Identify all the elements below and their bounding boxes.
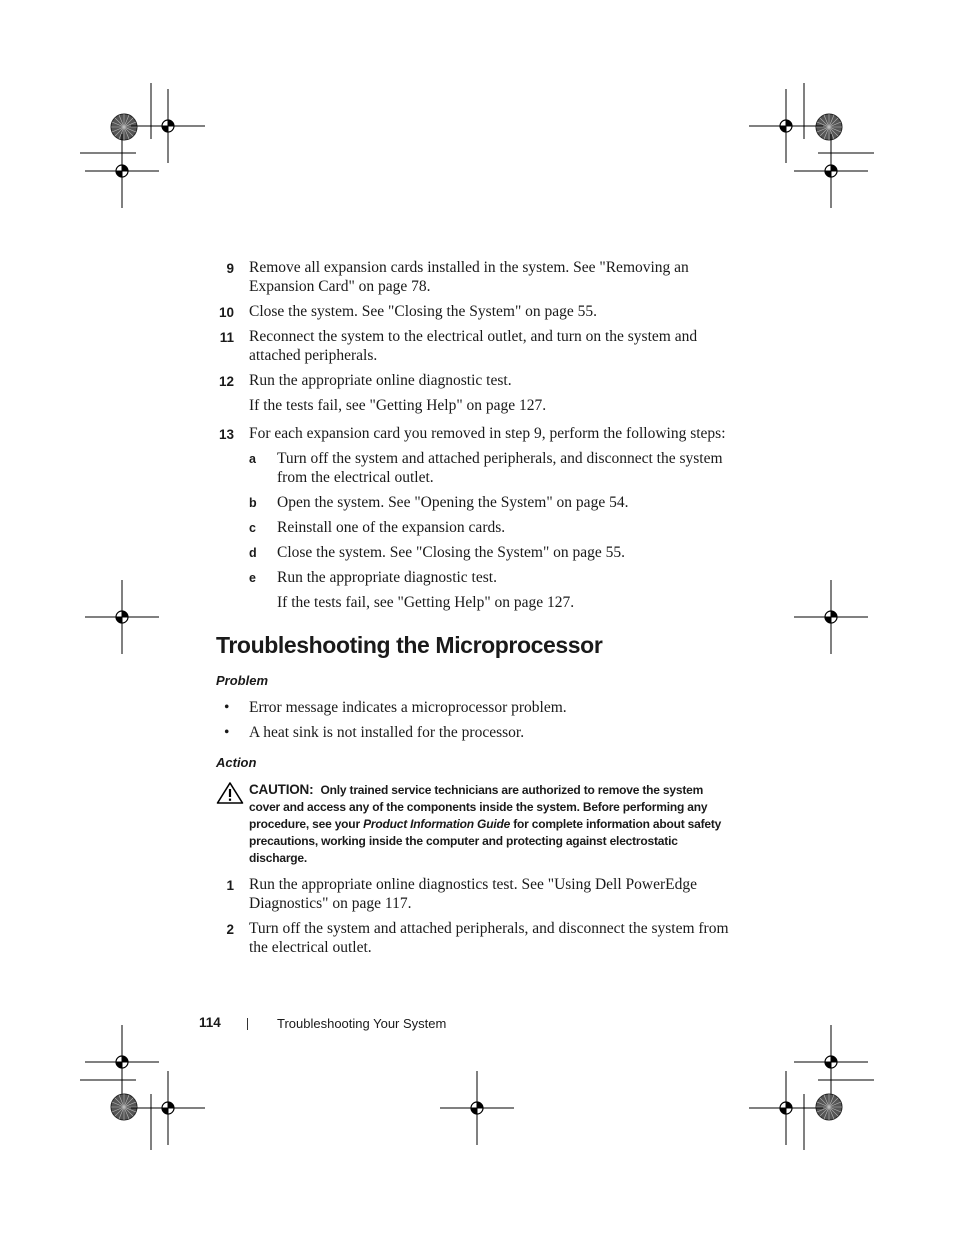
bullet-text: Error message indicates a microprocessor problem.	[249, 699, 567, 716]
step-note: If the tests fail, see "Getting Help" on page 127.	[249, 397, 547, 414]
problem-bullet-list	[216, 698, 736, 742]
step-text: Run the appropriate online diagnostics test. See "Using Dell PowerEdge Diagnostics" on page 117.	[249, 876, 697, 912]
running-title: Troubleshooting Your System	[277, 1016, 447, 1031]
substep-letter: e	[249, 571, 256, 585]
substep-a	[249, 449, 736, 487]
action-step-2	[216, 919, 736, 957]
step-text: Remove all expansion cards installed in the system. See "Removing an Expansion Card" on page 78.	[249, 259, 689, 295]
registration-cross-left-middle	[85, 580, 159, 654]
page-content	[216, 258, 736, 963]
bullet-item	[216, 723, 736, 742]
step-number: 13	[218, 427, 234, 442]
registration-cross-left-lower	[85, 1025, 159, 1099]
step-text: For each expansion card you removed in step 9, perform the following steps:	[249, 425, 726, 442]
substep-text: Reinstall one of the expansion cards.	[277, 519, 506, 536]
bullet-dot: •	[224, 724, 230, 741]
step-number: 10	[218, 305, 234, 320]
action-heading: Action	[216, 755, 257, 770]
caution-label: CAUTION:	[249, 782, 314, 797]
substep-text: Close the system. See "Closing the System" on page 55.	[277, 544, 626, 561]
substep-letter: d	[249, 546, 257, 560]
substep-text: Run the appropriate diagnostic test.	[277, 569, 497, 586]
substep-d	[249, 543, 736, 562]
step-text: Turn off the system and attached peripherals, and disconnect the system from the electrical outlet.	[249, 920, 729, 956]
step-text: Reconnect the system to the electrical outlet, and turn on the system and attached peripherals.	[249, 328, 698, 364]
registration-star-top-right	[816, 114, 842, 140]
bullet-item	[216, 698, 736, 717]
caution-body-after: for complete information about safety precautions, working inside the computer and protecting against electrostatic discharge.	[249, 817, 722, 865]
substep-list	[249, 449, 736, 612]
registration-cross-right-middle	[794, 580, 868, 654]
step-text: Run the appropriate online diagnostic test.	[249, 372, 512, 389]
caution-text	[249, 781, 736, 867]
step-number: 11	[219, 330, 234, 345]
substep-e	[249, 568, 736, 612]
substep-note: If the tests fail, see "Getting Help" on page 127.	[277, 594, 575, 611]
warning-triangle-icon	[216, 781, 244, 810]
caution-notice	[216, 781, 736, 867]
section-title: Troubleshooting the Microprocessor	[216, 632, 603, 658]
registration-cross-bottom-center	[440, 1071, 514, 1145]
substep-letter: b	[249, 496, 257, 510]
step-number: 2	[226, 922, 234, 937]
step-9	[216, 258, 736, 296]
substep-letter: c	[249, 521, 256, 535]
step-13	[216, 424, 736, 612]
substep-letter: a	[249, 452, 256, 466]
step-11	[216, 327, 736, 365]
registration-star-bottom-left	[111, 1094, 137, 1120]
step-12	[216, 371, 736, 415]
bullet-dot: •	[224, 699, 230, 716]
substep-b	[249, 493, 736, 512]
caution-body-before: Only trained service technicians are authorized to remove the system cover and access any of the components inside the system. Before performing any procedure, see your	[249, 783, 708, 831]
problem-heading: Problem	[216, 673, 269, 688]
registration-cross-right-lower	[794, 1025, 868, 1099]
substep-c	[249, 518, 736, 537]
registration-cross-top-right	[749, 89, 823, 163]
substep-text: Open the system. See "Opening the System" on page 54.	[277, 494, 629, 511]
caution-guide-title: Product Information Guide	[363, 817, 511, 831]
step-number: 9	[226, 261, 234, 276]
step-number: 1	[226, 878, 234, 893]
step-number: 12	[218, 374, 234, 389]
registration-star-bottom-right	[816, 1094, 842, 1120]
step-text: Close the system. See "Closing the System" on page 55.	[249, 303, 598, 320]
bullet-text: A heat sink is not installed for the processor.	[249, 724, 525, 741]
page-number: 114	[199, 1015, 221, 1030]
action-step-1	[216, 875, 736, 913]
step-10	[216, 302, 736, 321]
registration-star-top-left	[111, 114, 137, 140]
substep-text: Turn off the system and attached peripherals, and disconnect the system from the electrical outlet.	[277, 450, 723, 486]
registration-cross-bottom-left	[131, 1071, 205, 1145]
registration-cross-right-upper	[794, 134, 868, 208]
registration-cross-bottom-right	[749, 1071, 823, 1145]
footer-separator	[247, 1018, 248, 1030]
registration-cross-top-left	[131, 89, 205, 163]
registration-cross-left-upper	[85, 134, 159, 208]
